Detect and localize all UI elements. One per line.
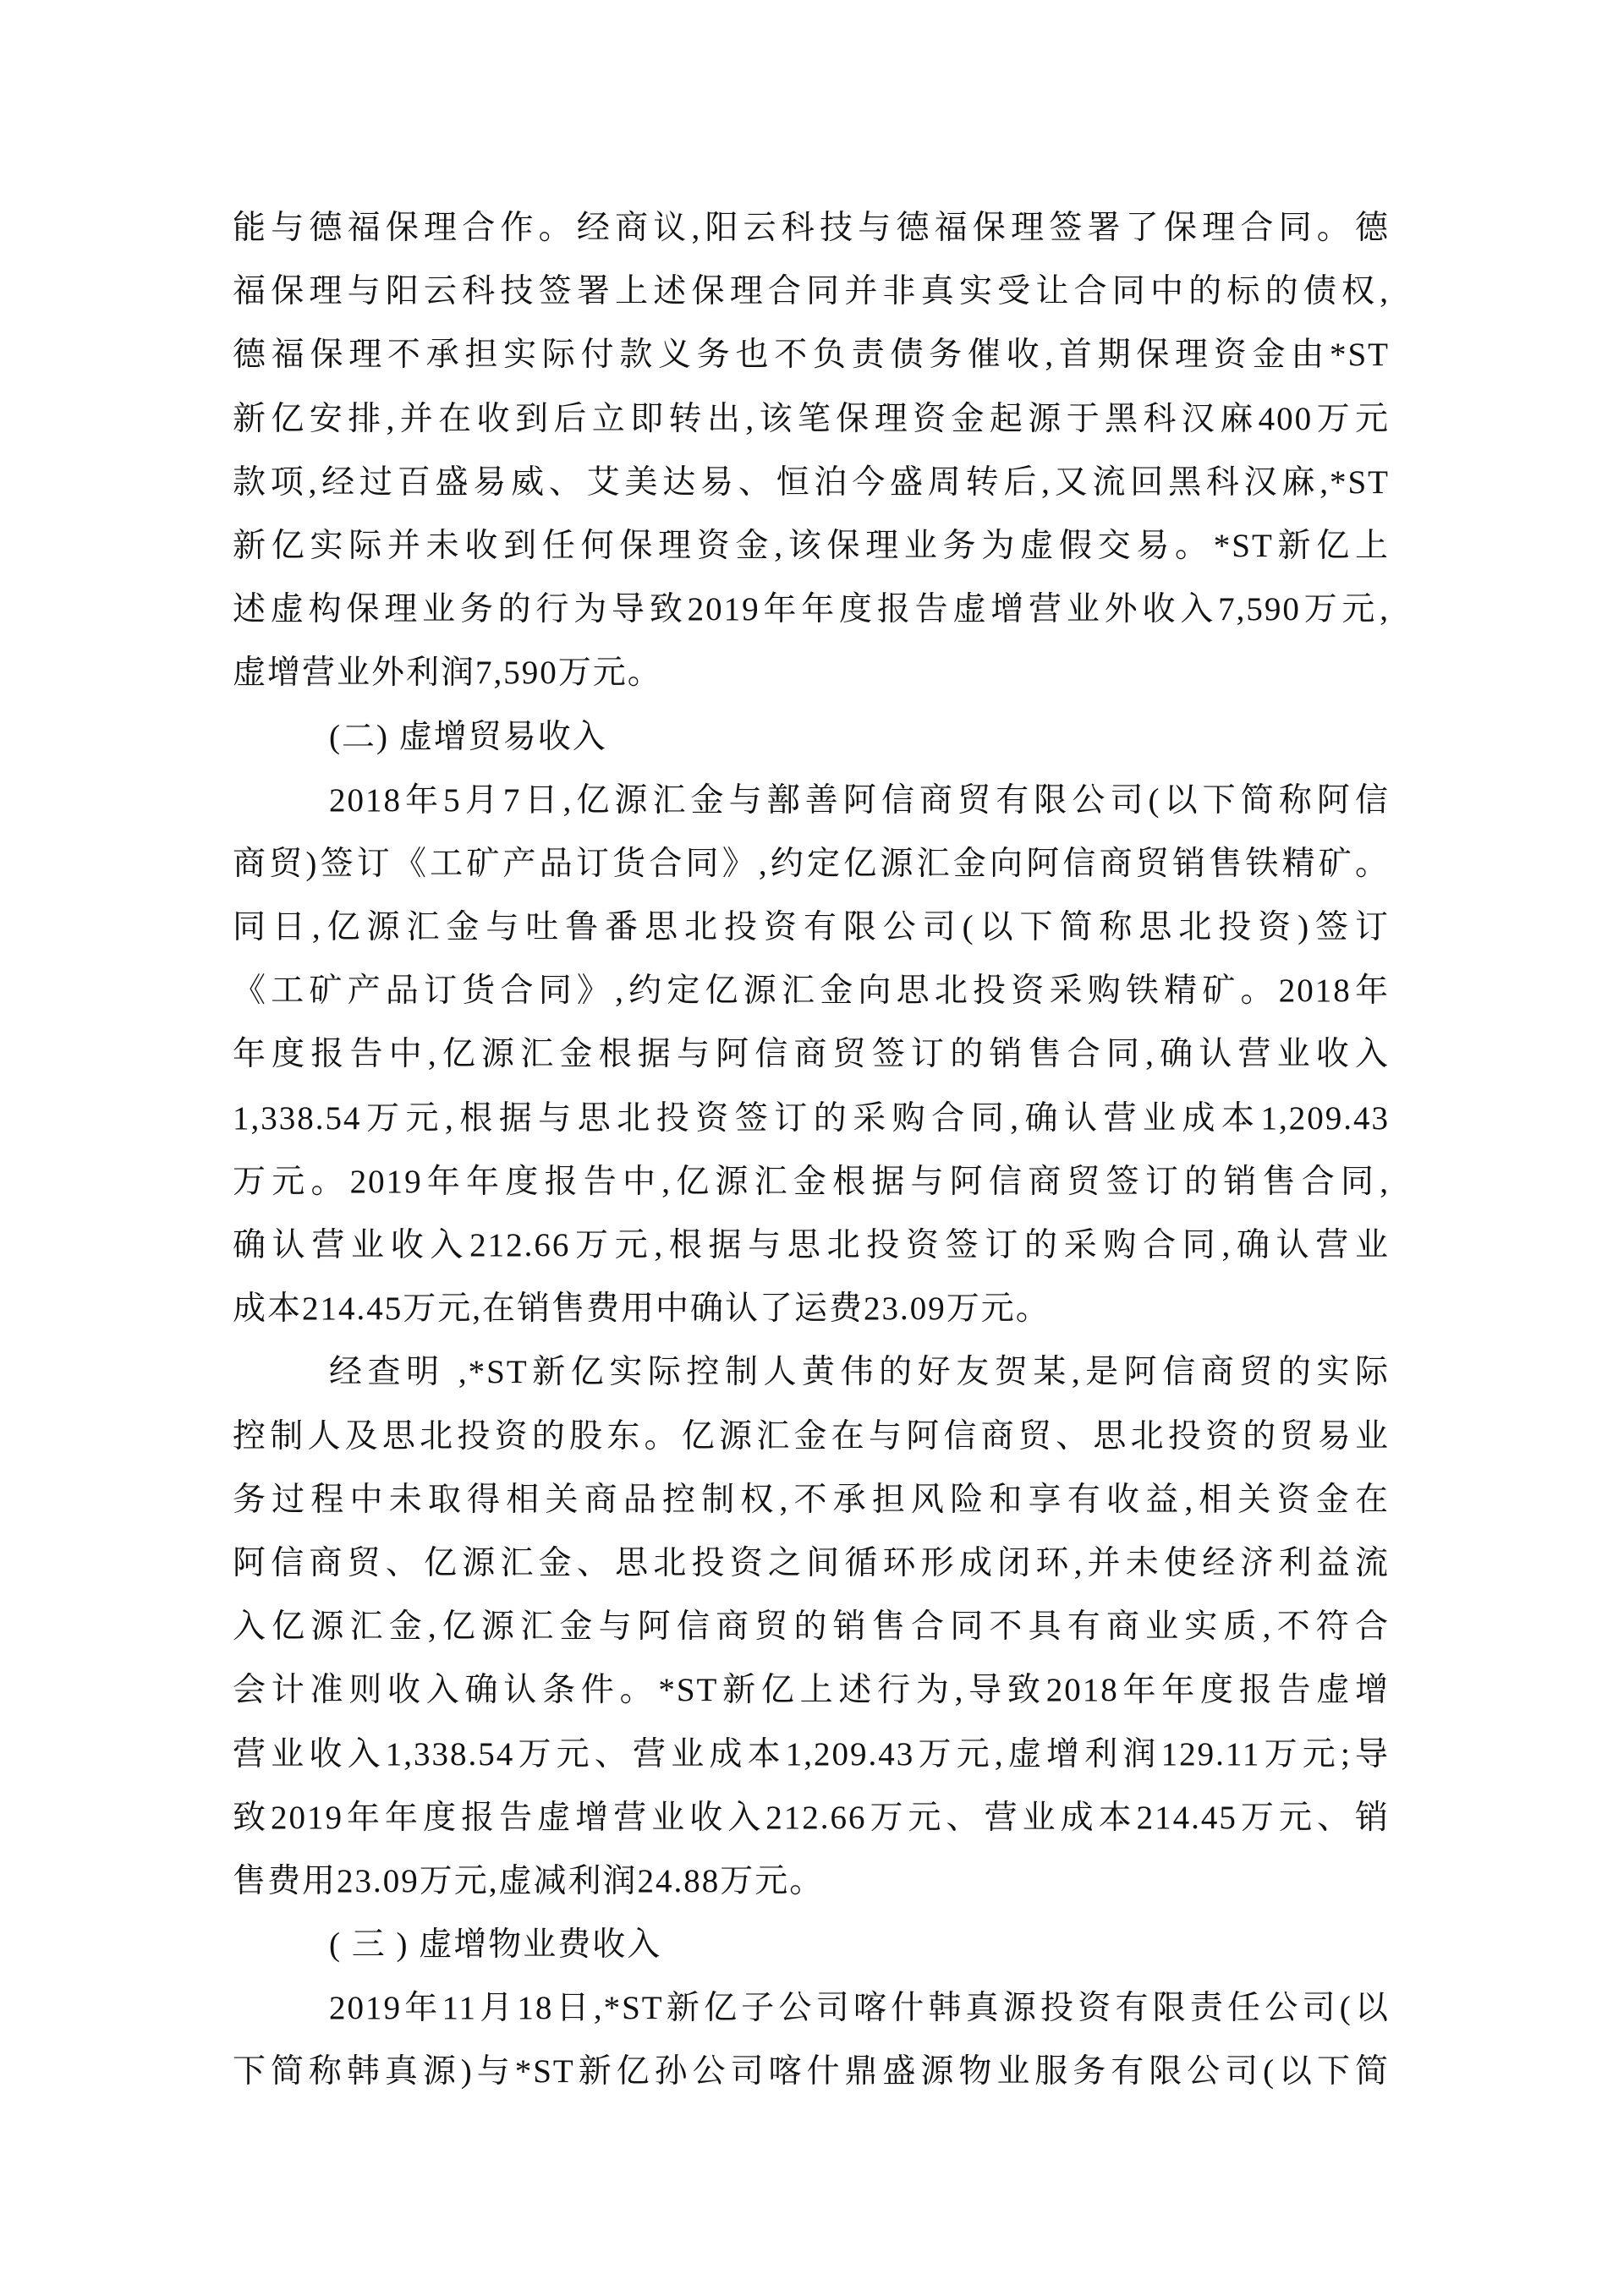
document-page (233, 196, 1390, 2104)
body-line: 款项,经过百盛易威、艾美达易、恒泊今盛周转后,又流回黑科汉麻,*ST (233, 463, 1390, 501)
body-line: 《工矿产品订货合同》,约定亿源汇金向思北投资采购铁精矿。2018年 (233, 973, 1390, 1010)
body-line: 德福保理不承担实际付款义务也不负责债务催收,首期保理资金由*ST (233, 337, 1390, 374)
body-line: 新亿安排,并在收到后立即转出,该笔保理资金起源于黑科汉麻400万元 (233, 400, 1390, 437)
body-line: 阿信商贸、亿源汇金、思北投资之间循环形成闭环,并未使经济利益流 (233, 1544, 1390, 1581)
body-line: 新亿实际并未收到任何保理资金,该保理业务为虚假交易。*ST新亿上 (233, 527, 1390, 564)
body-line: 入亿源汇金,亿源汇金与阿信商贸的销售合同不具有商业实质,不符合 (233, 1608, 1390, 1646)
section-heading-2: (二) 虚增贸易收入 (329, 718, 607, 755)
body-line: 能与德福保理合作。经商议,阳云科技与德福保理签署了保理合同。德 (233, 210, 1390, 246)
body-line: 年度报告中,亿源汇金根据与阿信商贸签订的销售合同,确认营业收入 (233, 1036, 1390, 1073)
body-line: 虚增营业外利润7,590万元。 (233, 655, 662, 692)
body-line: 会计准则收入确认条件。*ST新亿上述行为,导致2018年年度报告虚增 (233, 1672, 1390, 1709)
body-line: 福保理与阳云科技签署上述保理合同并非真实受让合同中的标的债权, (233, 273, 1390, 310)
body-line: 成本214.45万元,在销售费用中确认了运费23.09万元。 (233, 1290, 1051, 1328)
body-line: 确认营业收入212.66万元,根据与思北投资签订的采购合同,确认营业 (233, 1227, 1390, 1263)
body-line: 经查明 ,*ST新亿实际控制人黄伟的好友贺某,是阿信商贸的实际 (329, 1354, 1390, 1391)
body-line: 万元。2019年年度报告中,亿源汇金根据与阿信商贸签订的销售合同, (233, 1163, 1390, 1200)
section-heading-3: ( 三 ) 虚增物业费收入 (329, 1926, 662, 1964)
body-line: 售费用23.09万元,虚减利润24.88万元。 (233, 1862, 825, 1899)
body-line: 营业收入1,338.54万元、营业成本1,209.43万元,虚增利润129.11万元;导 (233, 1735, 1390, 1773)
body-line: 务过程中未取得相关商品控制权,不承担风险和享有收益,相关资金在 (233, 1481, 1390, 1518)
body-line: 商贸)签订《工矿产品订货合同》,约定亿源汇金向阿信商贸销售铁精矿。 (233, 845, 1390, 882)
body-line: 同日,亿源汇金与吐鲁番思北投资有限公司(以下简称思北投资)签订 (233, 909, 1390, 946)
body-line: 2018年5月7日,亿源汇金与鄯善阿信商贸有限公司(以下简称阿信 (329, 781, 1390, 819)
body-line: 控制人及思北投资的股东。亿源汇金在与阿信商贸、思北投资的贸易业 (233, 1417, 1390, 1455)
body-line: 述虚构保理业务的行为导致2019年年度报告虚增营业外收入7,590万元, (233, 591, 1390, 628)
body-line: 2019年11月18日,*ST新亿子公司喀什韩真源投资有限责任公司(以 (329, 1990, 1390, 2027)
body-line: 致2019年年度报告虚增营业收入212.66万元、营业成本214.45万元、销 (233, 1799, 1390, 1836)
body-line: 1,338.54万元,根据与思北投资签订的采购合同,确认营业成本1,209.43 (233, 1099, 1390, 1137)
body-line: 下简称韩真源)与*ST新亿孙公司喀什鼎盛源物业服务有限公司(以下简 (233, 2053, 1390, 2091)
